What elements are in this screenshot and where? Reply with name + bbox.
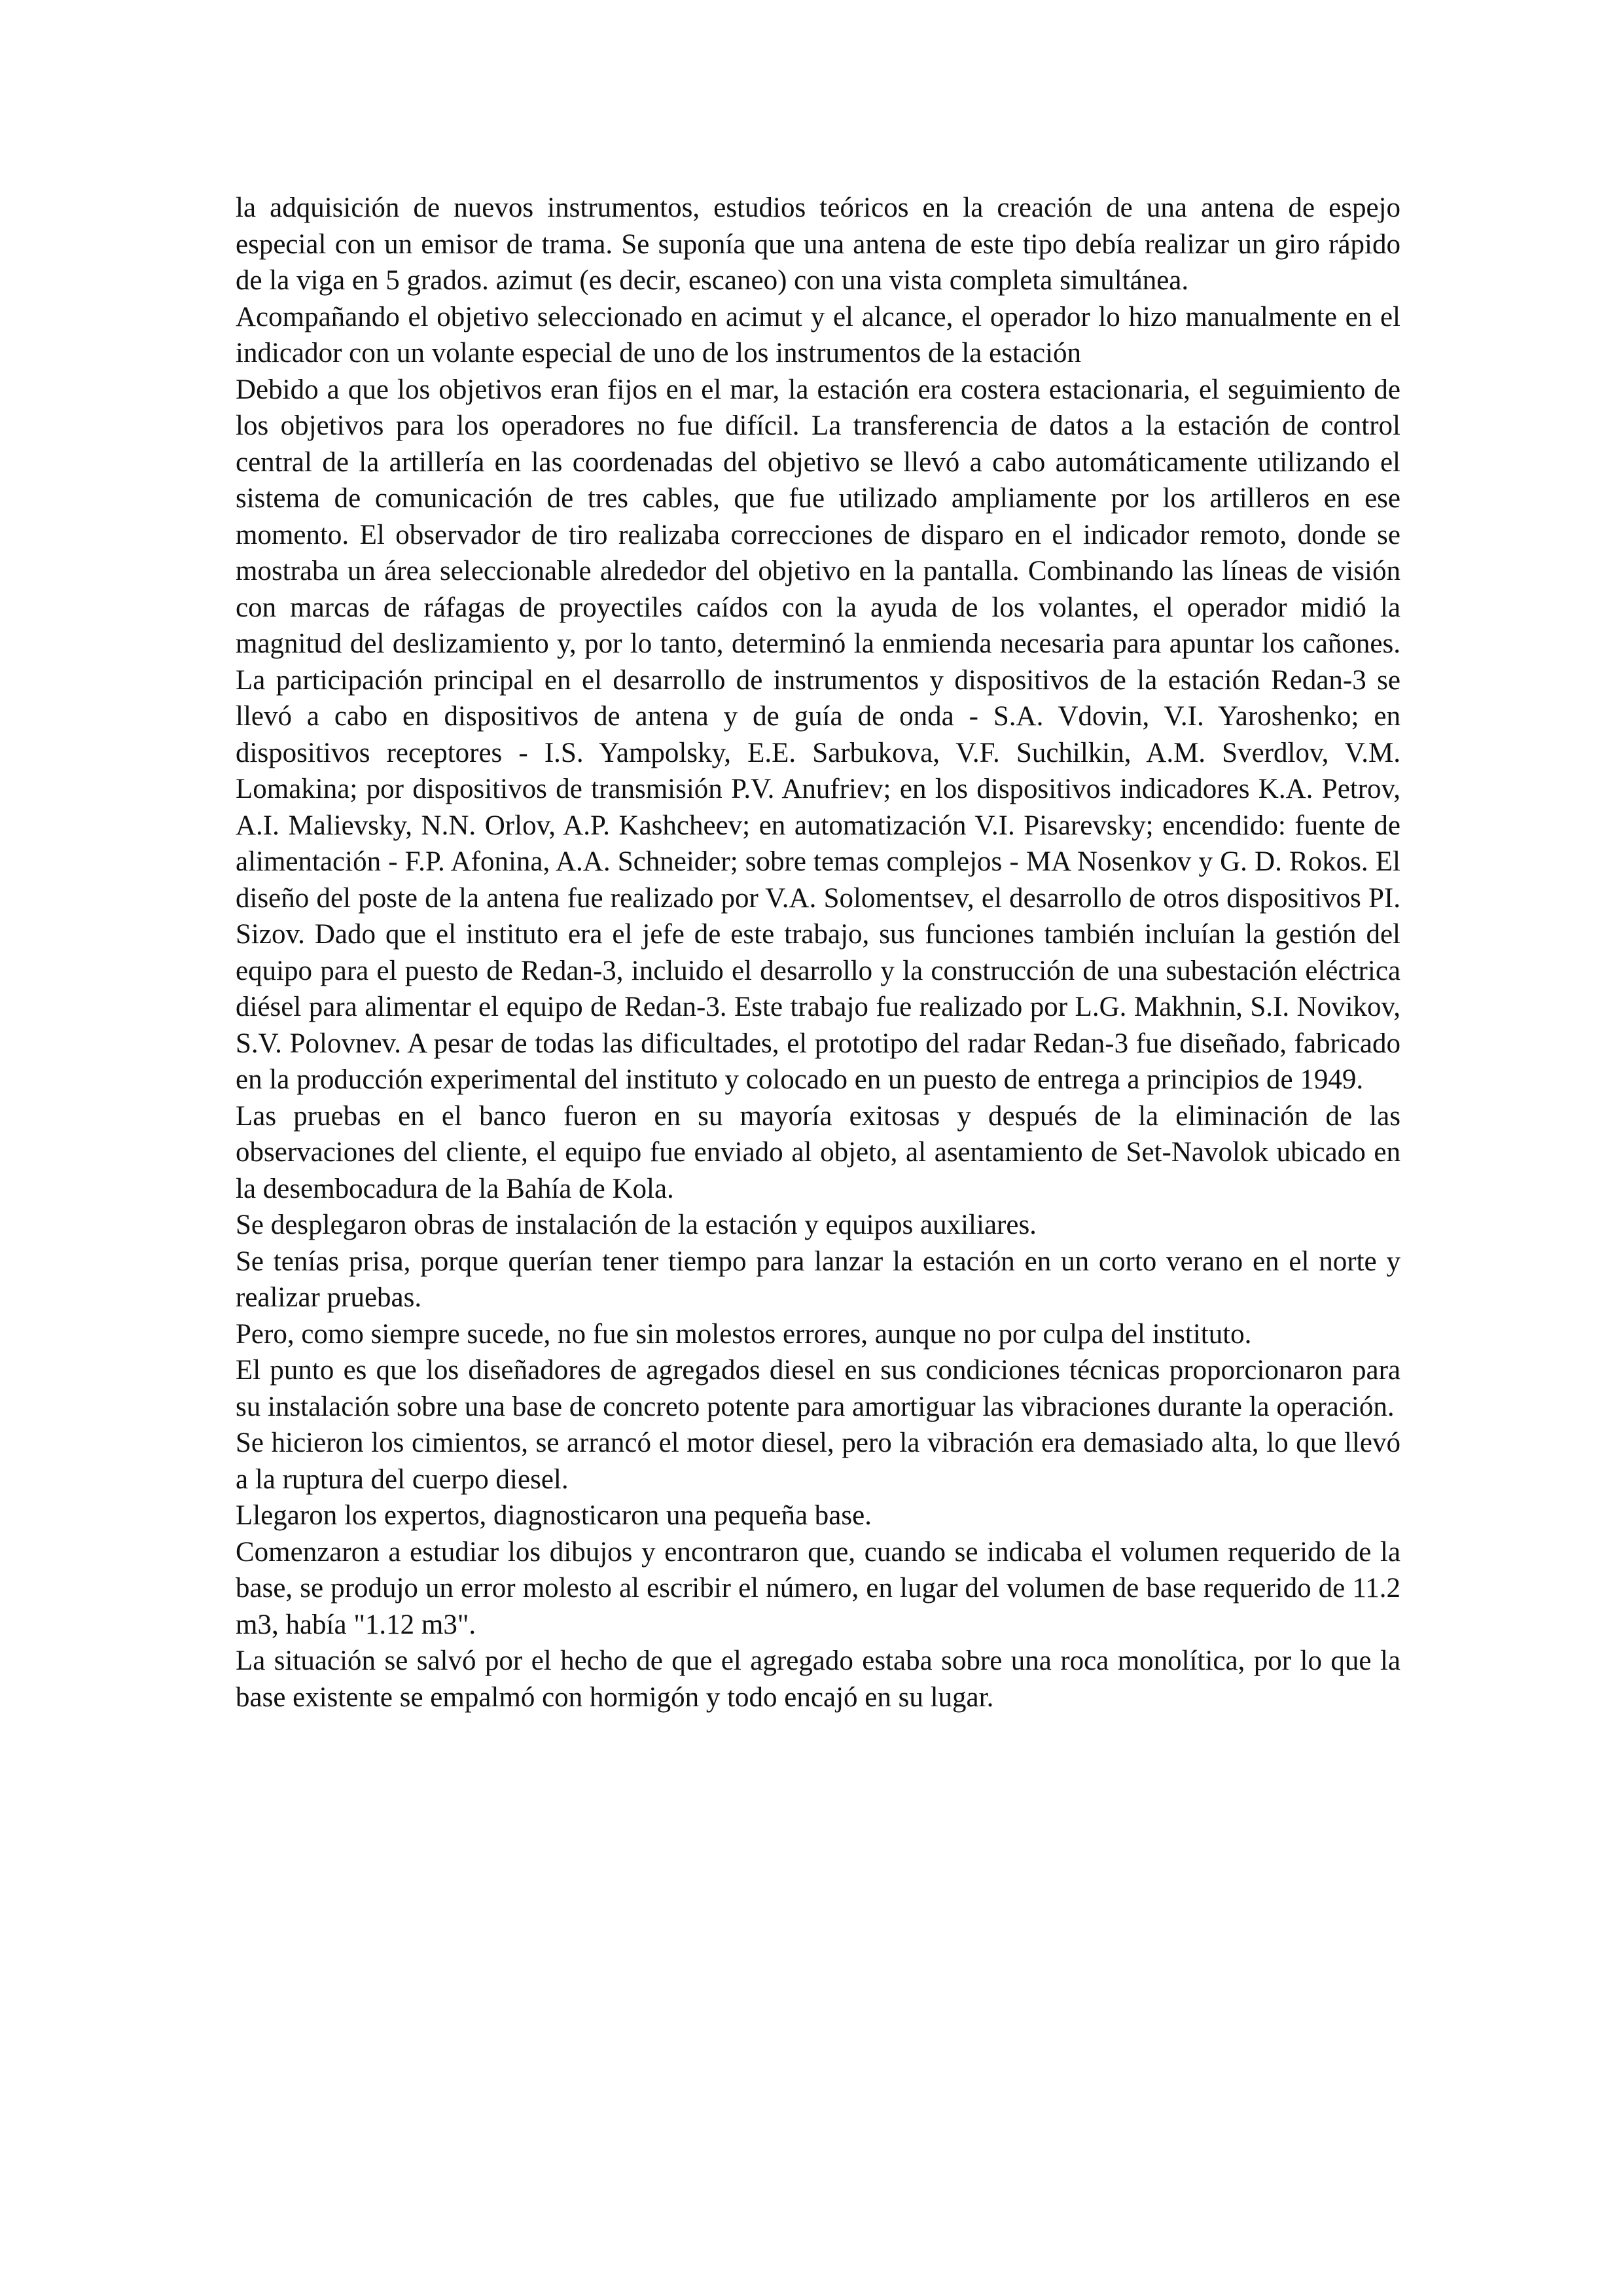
paragraph-12: La situación se salvó por el hecho de que el agregado estaba sobre una roca monolítica, por lo que la base existente se empalmó con hormigón y todo encajó en su lugar. <box>236 1645 1400 1713</box>
paragraph-4: Las pruebas en el banco fueron en su mayoría exitosas y después de la eliminación de las observaciones del cliente, el equipo fue enviado al objeto, al asentamiento de Set-Navolok ubicado en la desembocadura de la Bahía de Kola. <box>236 1100 1400 1204</box>
paragraph-7: Pero, como siempre sucede, no fue sin molestos errores, aunque no por culpa del instituto. <box>236 1318 1252 1350</box>
paragraph-10: Llegaron los expertos, diagnosticaron una pequeña base. <box>236 1500 872 1531</box>
document-body <box>236 190 1400 1715</box>
paragraph-6: Se tenías prisa, porque querían tener tiempo para lanzar la estación en un corto verano en el norte y realizar pruebas. <box>236 1246 1400 1313</box>
paragraph-5: Se desplegaron obras de instalación de la estación y equipos auxiliares. <box>236 1210 1037 1240</box>
paragraph-8: El punto es que los diseñadores de agregados diesel en sus condiciones técnicas proporcionaron para su instalación sobre una base de concreto potente para amortiguar las vibraciones durante la operación. <box>236 1355 1400 1422</box>
paragraph-3: Debido a que los objetivos eran fijos en el mar, la estación era costera estacionaria, el seguimiento de los objetivos para los operadores no fue difícil. La transferencia de datos a la estación de control central de la artillería en las coordenadas del objetivo se llevó a cabo automáticamente utilizando el sistema de comunicación de tres cables, que fue utilizado ampliamente por los artilleros en ese momento. El observador de tiro realizaba correcciones de disparo en el indicador remoto, donde se mostraba un área seleccionable alrededor del objetivo en la pantalla. Combinando las líneas de visión con marcas de ráfagas de proyectiles caídos con la ayuda de los volantes, el operador midió la magnitud del deslizamiento y, por lo tanto, determinó la enmienda necesaria para apuntar los cañones. La participación principal en el desarrollo de instrumentos y dispositivos de la estación Redan-3 se llevó a cabo en dispositivos de antena y de guía de onda - S.A. Vdovin, V.I. Yaroshenko; en dispositivos receptores - I.S. Yampolsky, E.E. Sarbukova, V.F. Suchilkin, A.M. Sverdlov, V.M. Lomakina; por dispositivos de transmisión P.V. Anufriev; en los dispositivos indicadores K.A. Petrov, A.I. Malievsky, N.N. Orlov, A.P. Kashcheev; en automatización V.I. Pisarevsky; encendido: fuente de alimentación - F.P. Afonina, A.A. Schneider; sobre temas complejos - MA Nosenkov y G. D. Rokos. El diseño del poste de la antena fue realizado por V.A. Solomentsev, el desarrollo de otros dispositivos PI. Sizov. Dado que el instituto era el jefe de este trabajo, sus funciones también incluían la gestión del equipo para el puesto de Redan-3, incluido el desarrollo y la construcción de una subestación eléctrica diésel para alimentar el equipo de Redan-3. Este trabajo fue realizado por L.G. Makhnin, S.I. Novikov, S.V. Polovnev. A pesar de todas las dificultades, el prototipo del radar Redan-3 fue diseñado, fabricado en la producción experimental del instituto y colocado en un puesto de entrega a principios de 1949. <box>236 374 1400 1095</box>
paragraph-2: Acompañando el objetivo seleccionado en acimut y el alcance, el operador lo hizo manualmente en el indicador con un volante especial de uno de los instrumentos de la estación <box>236 301 1400 368</box>
paragraph-1: la adquisición de nuevos instrumentos, estudios teóricos en la creación de una antena de espejo especial con un emisor de trama. Se suponía que una antena de este tipo debía realizar un giro rápido de la viga en 5 grados. azimut (es decir, escaneo) con una vista completa simultánea. <box>236 192 1400 296</box>
paragraph-9: Se hicieron los cimientos, se arrancó el motor diesel, pero la vibración era demasiado alta, lo que llevó a la ruptura del cuerpo diesel. <box>236 1427 1400 1495</box>
paragraph-11: Comenzaron a estudiar los dibujos y encontraron que, cuando se indicaba el volumen requerido de la base, se produjo un error molesto al escribir el número, en lugar del volumen de base requerido de 11.2 m3, había "1.12 m3". <box>236 1536 1400 1640</box>
